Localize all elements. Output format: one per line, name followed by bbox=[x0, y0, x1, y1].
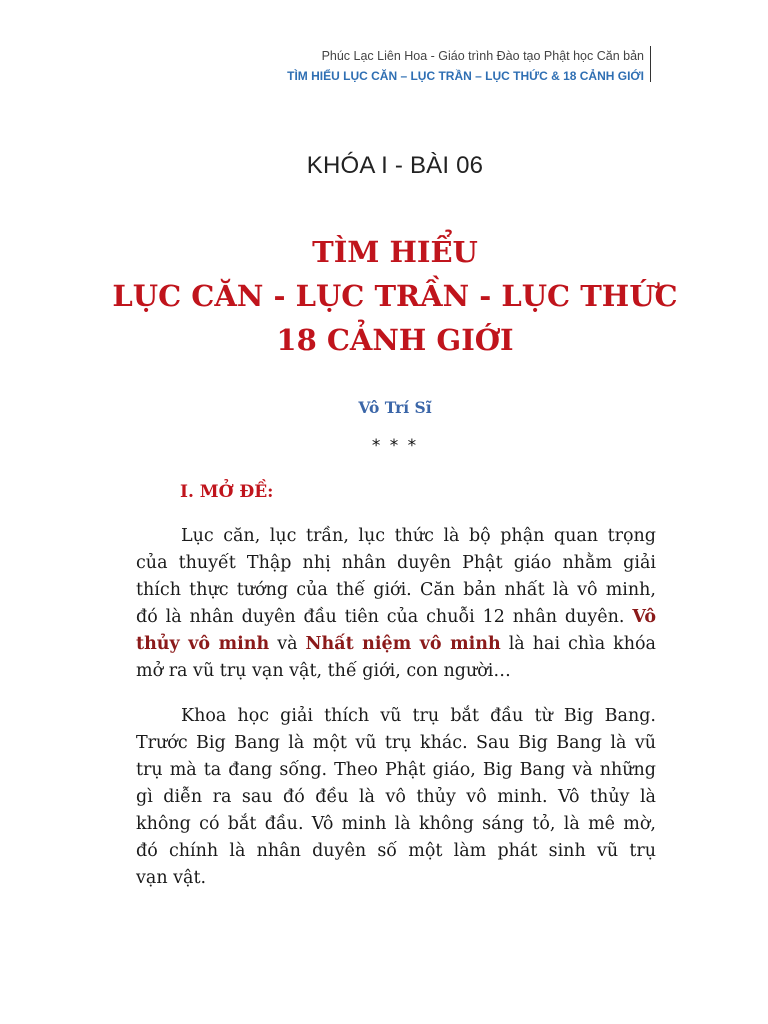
paragraph-line bbox=[136, 631, 656, 658]
section-heading: I. MỞ ĐỀ: bbox=[180, 482, 274, 502]
paragraph-line: Trước Big Bang là một vũ trụ khác. Sau Big Bang là vũ bbox=[136, 733, 656, 753]
paragraph-line: vạn vật. bbox=[136, 868, 207, 888]
running-header-topic: TÌM HIỂU LỤC CĂN – LỤC TRẦN – LỤC THỨC & 18 CẢNH GIỚI bbox=[287, 69, 644, 83]
author-name: Vô Trí Sĩ bbox=[358, 398, 432, 417]
paragraph-text: và bbox=[269, 634, 306, 654]
page-title bbox=[0, 230, 768, 362]
paragraph-line: không có bắt đầu. Vô minh là không sáng tỏ, là mê mờ, bbox=[136, 814, 656, 834]
paragraph-text: là hai chìa khóa bbox=[500, 634, 656, 654]
paragraph-big-bang bbox=[136, 703, 656, 892]
paragraph-text: đó là nhân duyên đầu tiên của chuỗi 12 nhân duyên. bbox=[136, 607, 633, 627]
paragraph-line: trụ mà ta đang sống. Theo Phật giáo, Big Bang và những bbox=[136, 760, 656, 780]
paragraph-line: của thuyết Thập nhị nhân duyên Phật giáo nhằm giải bbox=[136, 553, 656, 573]
title-line-3: 18 CẢNH GIỚI bbox=[276, 323, 514, 357]
highlight-term: Nhất niệm vô minh bbox=[305, 634, 501, 654]
paragraph-line: đó chính là nhân duyên số một làm phát sinh vũ trụ bbox=[136, 841, 656, 861]
paragraph-line: mở ra vũ trụ vạn vật, thế giới, con người… bbox=[136, 661, 511, 681]
highlight-term: Vô bbox=[632, 607, 656, 627]
paragraph-line bbox=[136, 604, 656, 631]
highlight-term: thủy vô minh bbox=[136, 634, 270, 654]
paragraph-line: Khoa học giải thích vũ trụ bắt đầu từ Big Bang. bbox=[181, 706, 656, 726]
running-header bbox=[287, 46, 644, 86]
title-line-1: TÌM HIỂU bbox=[312, 235, 478, 269]
paragraph-line: Lục căn, lục trần, lục thức là bộ phận quan trọng bbox=[181, 526, 656, 546]
lesson-label: KHÓA I - BÀI 06 bbox=[306, 152, 484, 179]
running-header-course: Phúc Lạc Liên Hoa - Giáo trình Đào tạo Phật học Căn bản bbox=[321, 49, 644, 63]
paragraph-line: gì diễn ra sau đó đều là vô thủy vô minh. Vô thủy là bbox=[136, 787, 656, 807]
paragraph-line: thích thực tướng của thế giới. Căn bản nhất là vô minh, bbox=[136, 580, 656, 600]
paragraph-intro bbox=[136, 523, 656, 685]
header-divider-rule bbox=[650, 46, 651, 82]
title-line-2: LỤC CĂN - LỤC TRẦN - LỤC THỨC bbox=[112, 279, 678, 313]
section-divider: * * * bbox=[371, 436, 419, 456]
